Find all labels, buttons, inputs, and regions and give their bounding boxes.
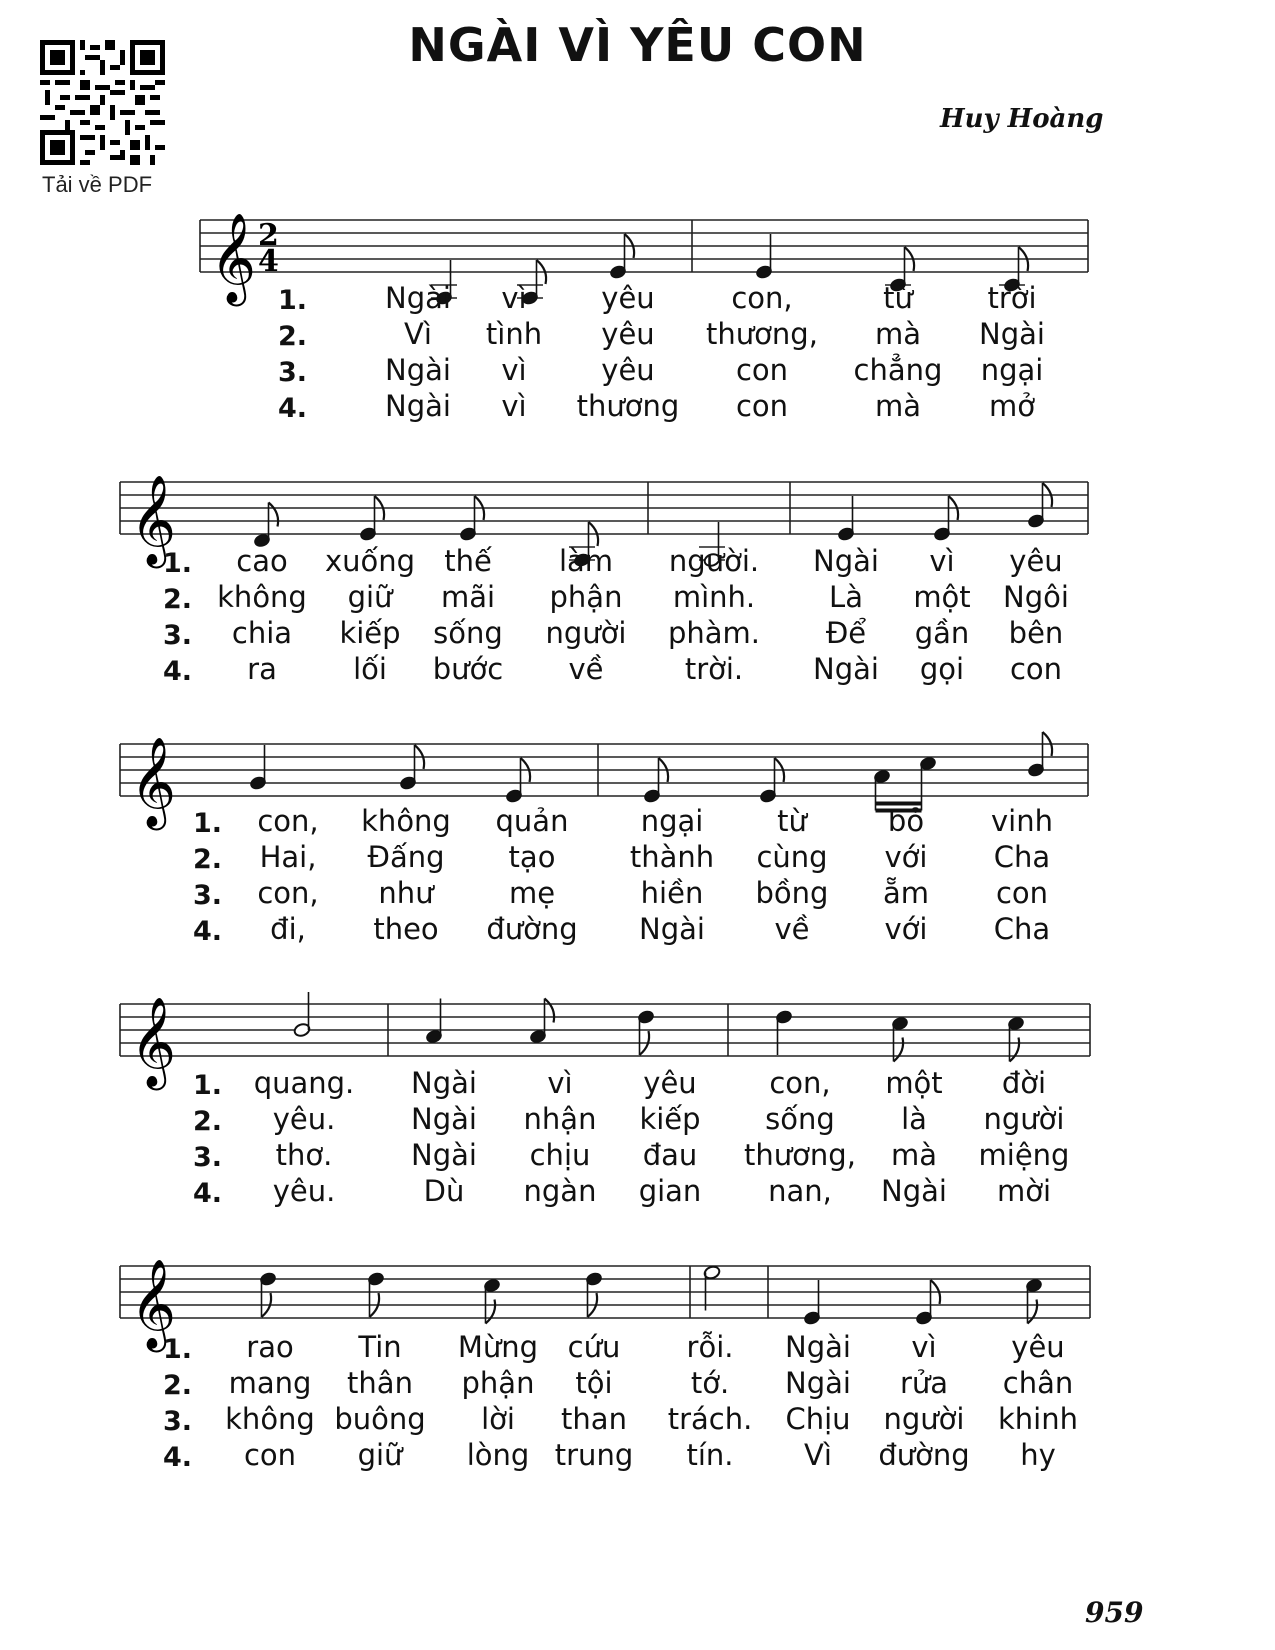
note bbox=[703, 1265, 721, 1311]
lyric-syllable: yêu bbox=[601, 317, 655, 351]
lyric-syllable: không bbox=[225, 1402, 315, 1436]
download-pdf-link[interactable]: Tải về PDF bbox=[42, 172, 153, 197]
lyric-syllable: thơ. bbox=[275, 1138, 333, 1172]
lyric-syllable: lối bbox=[353, 652, 387, 686]
lyric-syllable: Ngài bbox=[785, 1366, 851, 1400]
note bbox=[399, 745, 424, 791]
lyric-syllable: không bbox=[217, 580, 307, 614]
lyric-syllable: ẵm bbox=[882, 876, 930, 910]
lyric-syllable: Ngài bbox=[639, 912, 705, 946]
lyric-syllable: yêu. bbox=[272, 1174, 336, 1208]
lyric-syllable: làm bbox=[558, 544, 614, 578]
note bbox=[609, 234, 634, 280]
lyric-syllable: Hai, bbox=[259, 840, 317, 874]
treble-clef-icon: 𝄞 bbox=[130, 737, 177, 827]
note bbox=[643, 758, 668, 804]
verse-number: 3. bbox=[193, 1142, 223, 1173]
lyric-syllable: mở bbox=[989, 389, 1035, 423]
lyric-syllable: con bbox=[1009, 652, 1063, 686]
lyric-syllable: về bbox=[774, 912, 810, 946]
lyric-syllable: mời bbox=[996, 1174, 1052, 1208]
lyric-syllable: với bbox=[884, 912, 928, 946]
lyric-syllable: Ngài bbox=[813, 652, 879, 686]
lyric-syllable: rỗi. bbox=[686, 1330, 734, 1364]
verse-number: 3. bbox=[193, 880, 223, 911]
lyric-syllable: yêu bbox=[643, 1066, 697, 1100]
lyric-syllable: Đấng bbox=[367, 840, 445, 874]
score-system bbox=[0, 984, 1275, 1284]
note bbox=[293, 992, 311, 1038]
lyric-syllable: hiền bbox=[640, 876, 704, 910]
lyric-syllable: với bbox=[884, 840, 928, 874]
note bbox=[755, 234, 773, 280]
lyric-syllable: Là bbox=[829, 580, 863, 614]
lyric-syllable: Ngài bbox=[411, 1066, 477, 1100]
lyric-syllable: than bbox=[561, 1402, 627, 1436]
lyric-syllable: người. bbox=[668, 544, 760, 578]
lyric-syllable: hy bbox=[1020, 1438, 1056, 1472]
lyric-syllable: Chịu bbox=[785, 1402, 851, 1436]
lyric-syllable: con bbox=[243, 1438, 297, 1472]
verse-number: 1. bbox=[193, 1070, 223, 1101]
lyric-syllable: Ngôi bbox=[1003, 580, 1069, 614]
lyric-syllable: trời. bbox=[684, 652, 744, 686]
verse-number: 2. bbox=[163, 1370, 193, 1401]
note bbox=[483, 1278, 501, 1324]
time-signature-bottom: 4 bbox=[258, 244, 279, 279]
lyric-syllable: vì bbox=[911, 1330, 937, 1364]
lyric-syllable: ngại bbox=[980, 353, 1044, 387]
lyric-syllable: con, bbox=[769, 1066, 831, 1100]
lyric-syllable: thương, bbox=[744, 1138, 856, 1172]
note bbox=[359, 496, 384, 542]
lyric-syllable: mà bbox=[890, 1138, 938, 1172]
lyric-syllable: về bbox=[568, 652, 604, 686]
lyric-syllable: vì bbox=[501, 281, 527, 315]
lyric-syllable: người bbox=[545, 616, 627, 650]
verse-number: 2. bbox=[193, 844, 223, 875]
lyric-syllable: tín. bbox=[686, 1438, 734, 1472]
lyric-syllable: trách. bbox=[667, 1402, 753, 1436]
lyric-syllable: gần bbox=[914, 616, 970, 650]
lyric-syllable: ngàn bbox=[523, 1174, 597, 1208]
lyric-syllable: Ngài bbox=[385, 389, 451, 423]
lyric-syllable: gian bbox=[638, 1174, 702, 1208]
lyric-syllable: khinh bbox=[998, 1402, 1078, 1436]
note bbox=[915, 1280, 940, 1326]
lyric-syllable: vinh bbox=[991, 804, 1053, 838]
page-number: 959 bbox=[1085, 1596, 1144, 1629]
note bbox=[249, 745, 267, 791]
verse-number: 4. bbox=[163, 1442, 193, 1473]
lyric-syllable: Tin bbox=[358, 1330, 402, 1364]
lyric-syllable: mà bbox=[874, 317, 922, 351]
lyric-syllable: xuống bbox=[324, 544, 416, 578]
note bbox=[775, 1009, 793, 1055]
lyric-syllable: chân bbox=[1002, 1366, 1074, 1400]
note bbox=[259, 1271, 277, 1317]
verse-number: 3. bbox=[163, 1406, 193, 1437]
lyric-syllable: lời bbox=[481, 1402, 515, 1436]
lyric-syllable: thế bbox=[444, 544, 492, 578]
composer-name: Huy Hoàng bbox=[940, 104, 1104, 134]
lyric-syllable: con bbox=[995, 876, 1049, 910]
lyric-syllable: mãi bbox=[440, 580, 496, 614]
lyric-syllable: Ngài bbox=[411, 1138, 477, 1172]
lyric-syllable: Cha bbox=[993, 912, 1051, 946]
lyric-syllable: quang. bbox=[253, 1066, 355, 1100]
verse-number: 2. bbox=[163, 584, 193, 615]
lyric-syllable: thân bbox=[347, 1366, 413, 1400]
note bbox=[759, 758, 784, 804]
note bbox=[1025, 1278, 1043, 1324]
lyric-syllable: yêu bbox=[601, 281, 655, 315]
verse-number: 1. bbox=[163, 548, 193, 579]
note bbox=[933, 496, 958, 542]
verse-number: 4. bbox=[163, 656, 193, 687]
note bbox=[459, 496, 484, 542]
lyric-syllable: một bbox=[885, 1066, 943, 1100]
lyric-syllable: như bbox=[378, 876, 434, 910]
lyric-syllable: tạo bbox=[508, 840, 556, 874]
verse-number: 4. bbox=[193, 916, 223, 947]
lyric-syllable: nhận bbox=[523, 1102, 597, 1136]
verse-number: 1. bbox=[193, 808, 223, 839]
lyric-syllable: Để bbox=[825, 616, 867, 650]
lyric-syllable: giữ bbox=[347, 580, 393, 614]
lyric-syllable: từ bbox=[777, 804, 807, 838]
lyric-syllable: vì bbox=[547, 1066, 573, 1100]
verse-number: 4. bbox=[278, 393, 308, 424]
lyric-syllable: lòng bbox=[466, 1438, 530, 1472]
lyric-syllable: Ngài bbox=[785, 1330, 851, 1364]
lyric-syllable: nan, bbox=[768, 1174, 832, 1208]
lyric-syllable: chẳng bbox=[853, 353, 943, 387]
note bbox=[1027, 483, 1052, 529]
lyric-syllable: đau bbox=[642, 1138, 698, 1172]
lyric-syllable: từ bbox=[883, 281, 913, 315]
treble-clef-icon: 𝄞 bbox=[130, 997, 177, 1087]
lyric-syllable: đời bbox=[1001, 1066, 1047, 1100]
note bbox=[637, 1009, 655, 1055]
treble-clef-icon: 𝄞 bbox=[210, 213, 257, 303]
verse-number: 2. bbox=[193, 1106, 223, 1137]
lyric-syllable: đường bbox=[878, 1438, 970, 1472]
lyric-syllable: sống bbox=[433, 616, 503, 650]
note bbox=[367, 1271, 385, 1317]
lyric-syllable: Dù bbox=[423, 1174, 465, 1208]
lyric-syllable: vì bbox=[929, 544, 955, 578]
lyric-syllable: phận bbox=[549, 580, 623, 614]
lyric-syllable: Ngài bbox=[385, 353, 451, 387]
lyric-syllable: trung bbox=[554, 1438, 634, 1472]
note bbox=[891, 1016, 909, 1062]
lyric-syllable: rửa bbox=[899, 1366, 949, 1400]
lyric-syllable: thương, bbox=[706, 317, 818, 351]
lyric-syllable: bên bbox=[1008, 616, 1064, 650]
lyric-syllable: con, bbox=[257, 876, 319, 910]
note bbox=[1027, 732, 1052, 778]
lyric-syllable: yêu. bbox=[272, 1102, 336, 1136]
note bbox=[529, 999, 554, 1045]
lyric-syllable: cao bbox=[236, 544, 288, 578]
lyric-syllable: chia bbox=[231, 616, 293, 650]
lyric-syllable: con bbox=[735, 389, 789, 423]
lyric-syllable: tình bbox=[485, 317, 543, 351]
lyric-syllable: Ngài bbox=[881, 1174, 947, 1208]
lyric-syllable: tớ. bbox=[690, 1366, 730, 1400]
note bbox=[425, 999, 443, 1045]
lyric-syllable: thương bbox=[576, 389, 680, 423]
lyric-syllable: phàm. bbox=[667, 616, 761, 650]
note bbox=[253, 503, 278, 549]
lyric-syllable: Vì bbox=[404, 317, 432, 351]
lyric-syllable: Ngài bbox=[979, 317, 1045, 351]
lyric-syllable: người bbox=[883, 1402, 965, 1436]
score-system bbox=[0, 724, 1275, 1024]
lyric-syllable: kiếp bbox=[339, 616, 401, 650]
lyric-syllable: phận bbox=[461, 1366, 535, 1400]
lyric-syllable: Ngài bbox=[411, 1102, 477, 1136]
lyric-syllable: con, bbox=[731, 281, 793, 315]
lyric-syllable: Ngài bbox=[813, 544, 879, 578]
lyric-syllable: bỏ bbox=[887, 804, 925, 838]
note bbox=[1007, 1016, 1025, 1062]
lyric-syllable: kiếp bbox=[639, 1102, 701, 1136]
verse-number: 3. bbox=[163, 620, 193, 651]
lyric-syllable: bồng bbox=[755, 876, 829, 910]
song-title: NGÀI VÌ YÊU CON bbox=[408, 18, 867, 72]
lyric-syllable: Mừng bbox=[457, 1330, 539, 1364]
verse-number: 1. bbox=[163, 1334, 193, 1365]
lyric-syllable: yêu bbox=[1011, 1330, 1065, 1364]
lyric-syllable: buông bbox=[334, 1402, 426, 1436]
lyric-syllable: theo bbox=[373, 912, 439, 946]
lyric-syllable: đi, bbox=[270, 912, 306, 946]
lyric-syllable: mẹ bbox=[508, 876, 556, 910]
lyric-syllable: thành bbox=[629, 840, 715, 874]
treble-clef-icon: 𝄞 bbox=[130, 475, 177, 565]
lyric-syllable: con bbox=[735, 353, 789, 387]
lyric-syllable: cứu bbox=[567, 1330, 621, 1364]
score-system bbox=[0, 200, 1275, 500]
lyric-syllable: ngại bbox=[640, 804, 704, 838]
lyric-syllable: giữ bbox=[357, 1438, 403, 1472]
lyric-syllable: trời bbox=[987, 281, 1037, 315]
note bbox=[837, 496, 855, 542]
lyric-syllable: vì bbox=[501, 389, 527, 423]
lyric-syllable: con, bbox=[257, 804, 319, 838]
note bbox=[585, 1271, 603, 1317]
verse-number: 3. bbox=[278, 357, 308, 388]
lyric-syllable: sống bbox=[765, 1102, 835, 1136]
lyric-syllable: chịu bbox=[529, 1138, 591, 1172]
lyric-syllable: quản bbox=[495, 804, 569, 838]
note bbox=[505, 758, 530, 804]
lyric-syllable: gọi bbox=[919, 652, 965, 686]
staff bbox=[0, 984, 1275, 1094]
score-system bbox=[0, 1246, 1275, 1546]
lyric-syllable: Vì bbox=[804, 1438, 832, 1472]
verse-number: 2. bbox=[278, 321, 308, 352]
lyric-syllable: vì bbox=[501, 353, 527, 387]
lyric-syllable: tội bbox=[575, 1366, 613, 1400]
staff bbox=[0, 724, 1275, 834]
verse-number: 1. bbox=[278, 285, 308, 316]
lyric-syllable: rao bbox=[246, 1330, 294, 1364]
lyric-syllable: là bbox=[901, 1102, 927, 1136]
lyric-syllable: mang bbox=[228, 1366, 312, 1400]
lyric-syllable: không bbox=[361, 804, 451, 838]
verse-number: 4. bbox=[193, 1178, 223, 1209]
lyric-syllable: một bbox=[913, 580, 971, 614]
time-signature-top: 2 bbox=[258, 218, 279, 253]
lyric-syllable: Cha bbox=[993, 840, 1051, 874]
lyric-syllable: cùng bbox=[756, 840, 828, 874]
lyric-syllable: yêu bbox=[601, 353, 655, 387]
treble-clef-icon: 𝄞 bbox=[130, 1259, 177, 1349]
lyric-syllable: đường bbox=[486, 912, 578, 946]
lyric-syllable: Ngài bbox=[385, 281, 451, 315]
lyric-syllable: mình. bbox=[672, 580, 756, 614]
note bbox=[803, 1280, 821, 1326]
lyric-syllable: bước bbox=[432, 652, 504, 686]
lyric-syllable: người bbox=[983, 1102, 1065, 1136]
lyric-syllable: ra bbox=[247, 652, 277, 686]
lyric-syllable: yêu bbox=[1009, 544, 1063, 578]
lyric-syllable: miệng bbox=[978, 1138, 1070, 1172]
lyric-syllable: mà bbox=[874, 389, 922, 423]
score-system bbox=[0, 462, 1275, 762]
